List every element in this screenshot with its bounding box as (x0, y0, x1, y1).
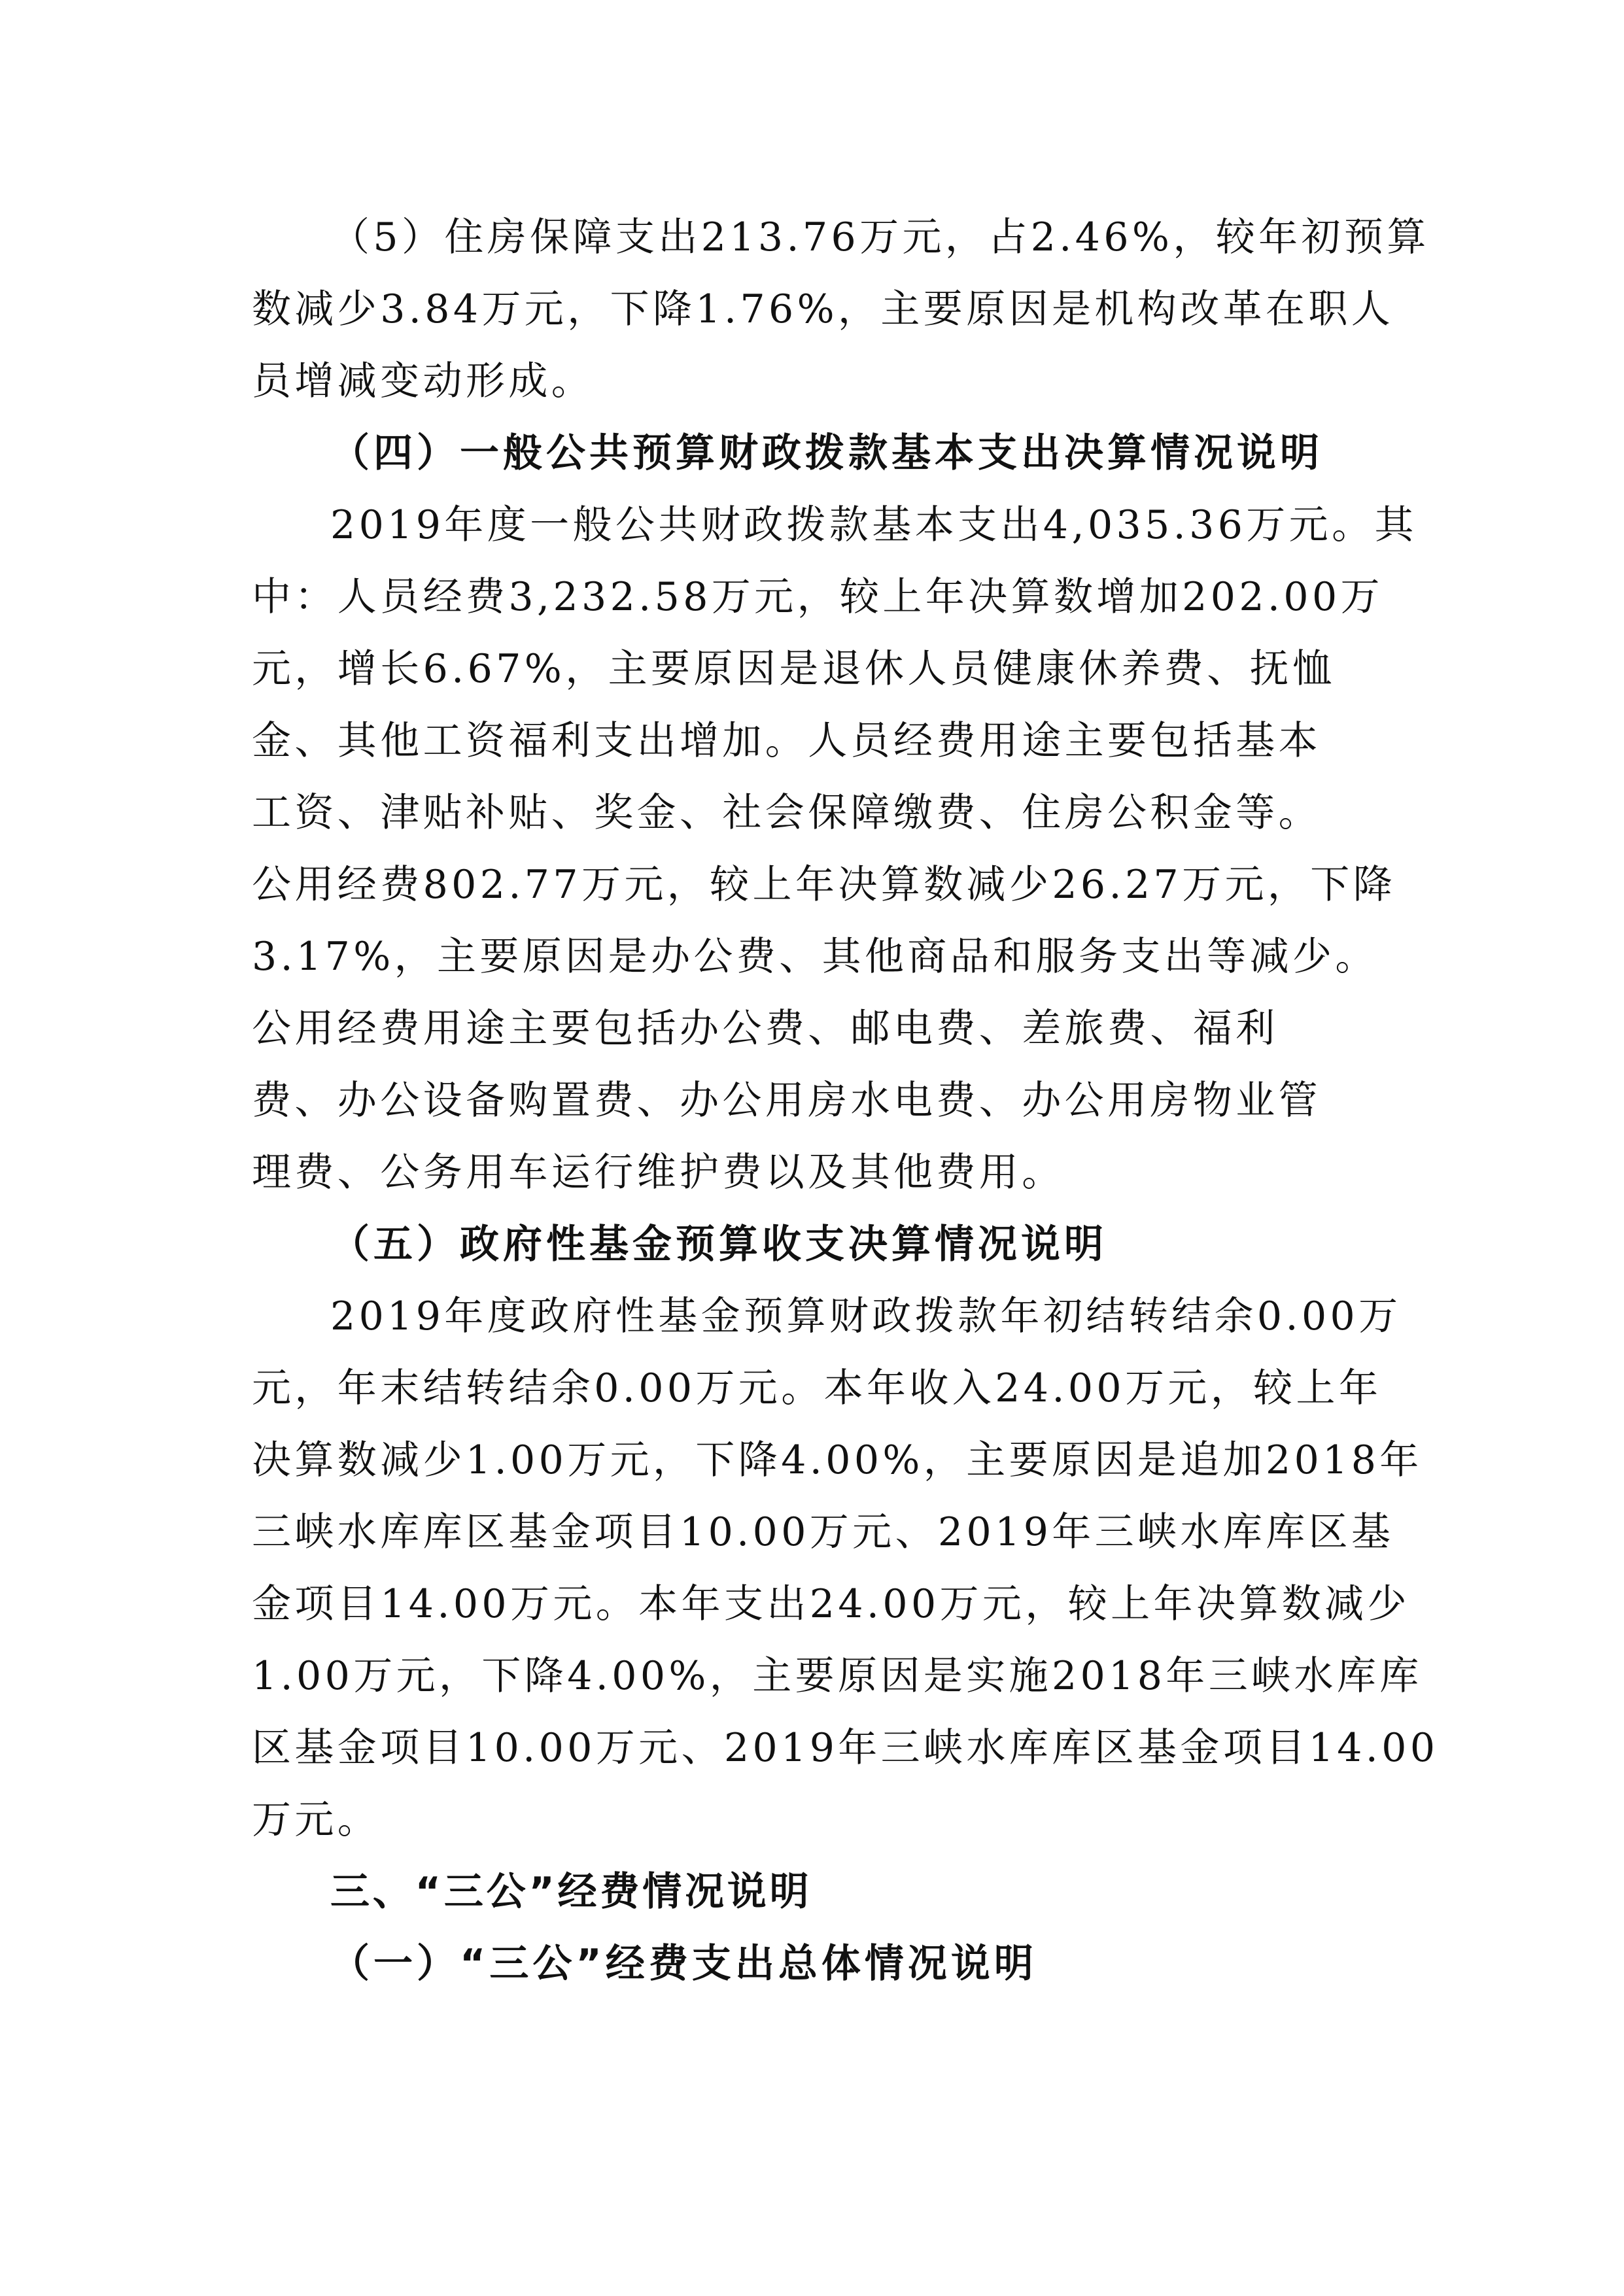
paragraph-line: 费、办公设备购置费、办公用房水电费、办公用房物业管 (252, 1078, 1321, 1123)
paragraph-line: 2019年度一般公共财政拨款基本支出4,035.36万元。其 (330, 502, 1417, 548)
paragraph-line: 区基金项目10.00万元、2019年三峡水库库区基金项目14.00 (252, 1725, 1439, 1771)
section-heading: （五）政府性基金预算收支决算情况说明 (330, 1222, 1107, 1267)
paragraph-line: 公用经费802.77万元，较上年决算数减少26.27万元，下降 (252, 862, 1396, 908)
paragraph-line: 元，年末结转结余0.00万元。本年收入24.00万元，较上年 (252, 1365, 1382, 1411)
paragraph-line: 元，增长6.67%，主要原因是退休人员健康休养费、抚恤 (252, 646, 1336, 692)
paragraph-line: 理费、公务用车运行维护费以及其他费用。 (252, 1150, 1065, 1195)
paragraph-line: 工资、津贴补贴、奖金、社会保障缴费、住房公积金等。 (252, 790, 1321, 836)
section-heading: 三、“三公”经费情况说明 (330, 1869, 812, 1915)
paragraph-line: 万元。 (252, 1797, 381, 1843)
paragraph-line: （5）住房保障支出213.76万元，占2.46%，较年初预算 (330, 214, 1430, 260)
paragraph-line: 员增减变动形成。 (252, 358, 595, 404)
paragraph-line: 数减少3.84万元，下降1.76%，主要原因是机构改革在职人 (252, 286, 1394, 332)
paragraph-line: 3.17%，主要原因是办公费、其他商品和服务支出等减少。 (252, 934, 1378, 980)
paragraph-line: 公用经费用途主要包括办公费、邮电费、差旅费、福利 (252, 1006, 1279, 1052)
paragraph-line: 中：人员经费3,232.58万元，较上年决算数增加202.00万 (252, 574, 1383, 620)
section-heading: （四）一般公共预算财政拨款基本支出决算情况说明 (330, 430, 1323, 476)
paragraph-line: 三峡水库库区基金项目10.00万元、2019年三峡水库库区基 (252, 1509, 1394, 1555)
paragraph-line: 金项目14.00万元。本年支出24.00万元，较上年决算数减少 (252, 1581, 1410, 1627)
section-heading: （一）“三公”经费支出总体情况说明 (330, 1941, 1037, 1987)
paragraph-line: 决算数减少1.00万元，下降4.00%，主要原因是追加2018年 (252, 1437, 1423, 1483)
paragraph-line: 2019年度政府性基金预算财政拨款年初结转结余0.00万 (330, 1294, 1402, 1339)
paragraph-line: 1.00万元，下降4.00%，主要原因是实施2018年三峡水库库 (252, 1653, 1423, 1699)
paragraph-line: 金、其他工资福利支出增加。人员经费用途主要包括基本 (252, 718, 1321, 764)
